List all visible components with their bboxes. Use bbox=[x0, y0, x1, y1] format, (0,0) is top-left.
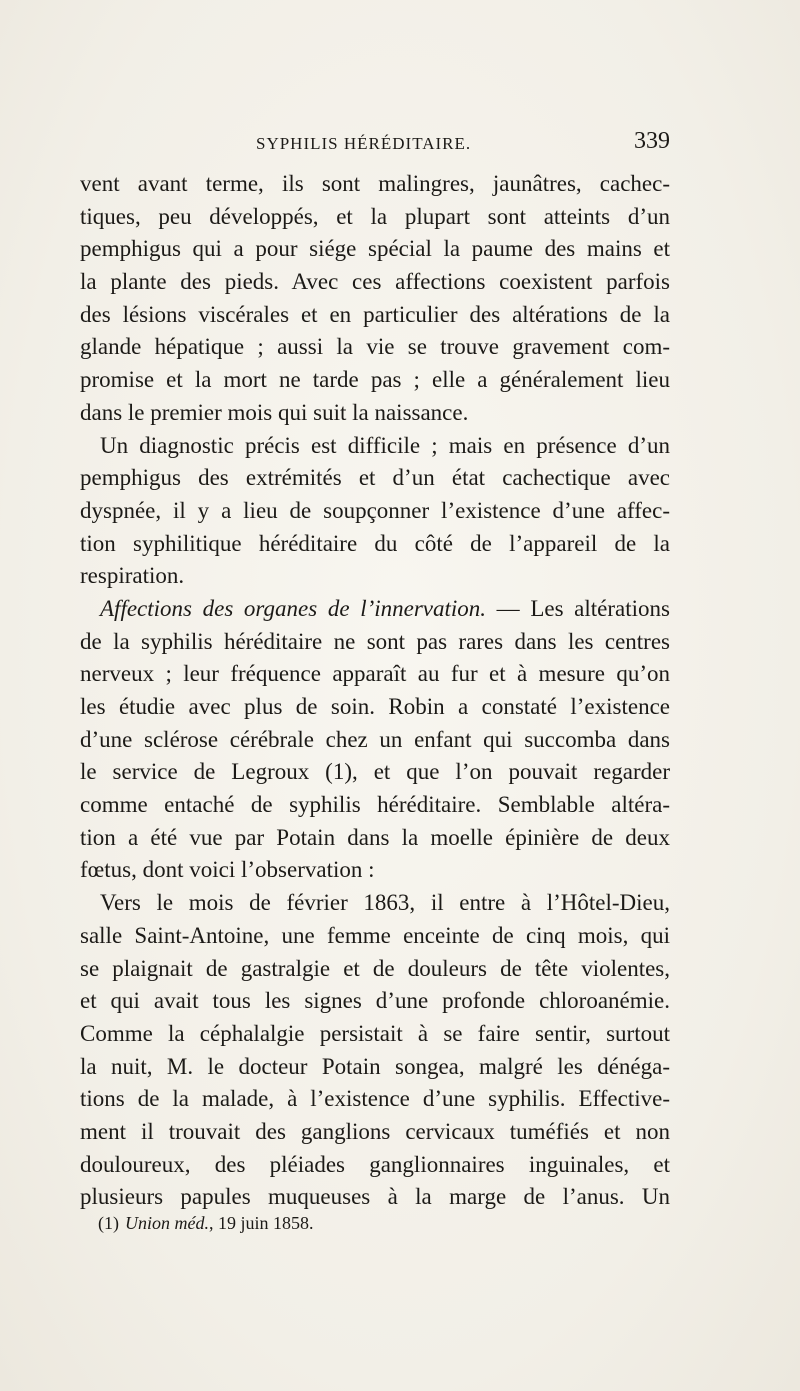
text-line: plusieurs papules muqueuses à la marge de l’anus. Un bbox=[80, 1184, 670, 1210]
text-line: fœtus, dont voici l’observation : bbox=[80, 857, 375, 883]
page-header bbox=[80, 130, 670, 160]
text-line: tiques, peu développés, et la plupart sont atteints d’un bbox=[80, 203, 670, 229]
text-line: promise et la mort ne tarde pas ; elle a généralement lieu bbox=[80, 367, 670, 393]
text-line: des lésions viscérales et en particulier des altérations de la bbox=[80, 301, 670, 327]
text-line: tion syphilitique héréditaire du côté de l’appareil de la bbox=[80, 530, 670, 556]
text-line: vent avant terme, ils sont malingres, jaunâtres, cachec- bbox=[80, 171, 670, 196]
text-line: dyspnée, il y a lieu de soupçonner l’existence d’une affec- bbox=[80, 497, 670, 523]
text-line: dans le premier mois qui suit la naissance. bbox=[80, 399, 469, 425]
text-line: salle Saint-Antoine, une femme enceinte de cinq mois, qui bbox=[80, 922, 670, 948]
text-line: pemphigus qui a pour siége spécial la paume des mains et bbox=[80, 236, 670, 262]
page-number: 339 bbox=[634, 128, 670, 154]
text-line: douloureux, des pléiades ganglionnaires inguinales, et bbox=[80, 1151, 670, 1177]
text-line: les étudie avec plus de soin. Robin a constaté l’existence bbox=[80, 694, 670, 719]
section-heading: Affections des organes de l’innervation. bbox=[100, 595, 487, 621]
text-line: Vers le mois de février 1863, il entre à l’Hôtel-Dieu, bbox=[100, 890, 670, 916]
text-line: de la syphilis héréditaire ne sont pas rares dans les centres bbox=[80, 628, 670, 654]
section-heading-continuation: — Les altérations bbox=[486, 595, 670, 621]
running-head: SYPHILIS HÉRÉDITAIRE. bbox=[256, 134, 472, 153]
text-line: la nuit, M. le docteur Potain songea, malgré les dénéga- bbox=[80, 1053, 670, 1079]
text-line: ment il trouvait des ganglions cervicaux tuméfiés et non bbox=[80, 1118, 670, 1144]
footnote bbox=[98, 1213, 314, 1234]
text-line: tions de la malade, à l’existence d’une syphilis. Effective- bbox=[80, 1086, 670, 1112]
text-line: se plaignait de gastralgie et de douleurs de tête violentes, bbox=[80, 955, 670, 981]
footnote-date: , 19 juin 1858. bbox=[209, 1213, 314, 1233]
text-line: d’une sclérose cérébrale chez un enfant qui succomba dans bbox=[80, 726, 670, 752]
text-line: respiration. bbox=[80, 563, 185, 589]
text-line: Un diagnostic précis est difficile ; mais en présence d’un bbox=[100, 432, 670, 458]
text-line: comme entaché de syphilis héréditaire. Semblable altéra- bbox=[80, 792, 670, 818]
body-text bbox=[80, 168, 670, 1214]
footnote-journal: Union méd. bbox=[125, 1213, 209, 1233]
footnote-mark: (1) bbox=[98, 1213, 119, 1233]
text-line: tion a été vue par Potain dans la moelle épinière de deux bbox=[80, 824, 670, 850]
text-line: Comme la céphalalgie persistait à se faire sentir, surtout bbox=[80, 1020, 670, 1046]
text-line: la plante des pieds. Avec ces affections coexistent parfois bbox=[80, 269, 670, 295]
text-line: pemphigus des extrémités et d’un état cachectique avec bbox=[80, 465, 670, 491]
text-line: le service de Legroux (1), et que l’on pouvait regarder bbox=[80, 759, 670, 785]
text-line: nerveux ; leur fréquence apparaît au fur et à mesure qu’on bbox=[80, 661, 670, 687]
text-line: et qui avait tous les signes d’une profonde chloroanémie. bbox=[80, 988, 670, 1014]
text-line: glande hépatique ; aussi la vie se trouve gravement com- bbox=[80, 334, 670, 360]
section-heading-line bbox=[80, 593, 670, 626]
